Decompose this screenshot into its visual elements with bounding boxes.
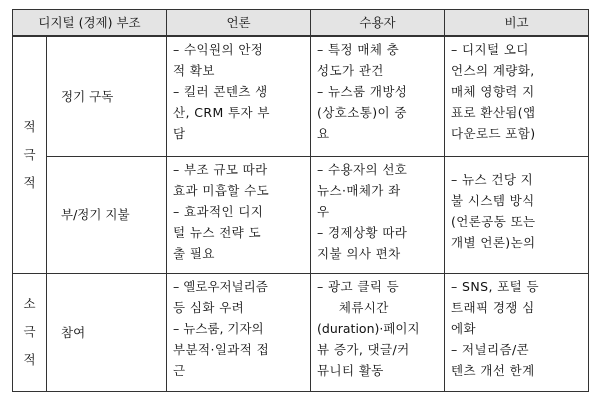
cell-line: 다운로드 포함) [451,126,536,141]
cell-line: 부분적·일과적 접 [173,341,270,357]
cell-line: 뉴스·매체가 좌 [317,182,401,198]
cell-line: 효과 미흡할 수도 [173,182,270,198]
cell-line: – 수용자의 선호 [317,161,408,177]
cell-line: 언스의 계량화, [451,63,535,78]
cell-line: – 부조 규모 따라 [173,161,268,177]
cell-line: – 저널리즘/콘 [451,341,530,357]
audience-cell [311,36,445,156]
cell-line: 불 시스템 방식 [451,192,535,208]
cell-line: – 수익원의 안정 [173,42,264,57]
cell-line: 뮤니티 활동 [317,362,384,378]
cell-line: 우 [317,203,330,219]
cell-line: 등 심화 우려 [173,299,245,315]
cell-line: 근 [173,362,186,378]
header-note: 비고 [445,10,589,37]
cell-line: 털 뉴스 전략 도 [173,224,261,240]
audience-cell [311,156,445,273]
cell-line: 텐츠 개선 한계 [451,362,535,378]
cell-line: 지불 의사 편차 [317,245,401,261]
cell-line: 표로 환산됨(앱 [451,105,536,120]
header-audience: 수용자 [311,10,445,37]
cell-line: – SNS, 포털 등 [451,278,540,294]
group-label: 소극적 [23,296,36,367]
table-row-subscription [13,36,589,156]
cell-line: 에화 [451,320,476,336]
note-cell [445,156,589,273]
table-row-participation [13,273,589,391]
cell-line: (duration)·페이지 [317,320,420,336]
cell-line: – 옐로우저널리즘 [173,278,268,294]
cell-line: (언론공동 또는 [451,213,536,229]
cell-line: 개별 언론)논의 [451,234,536,250]
header-media: 언론 [167,10,311,37]
note-cell [445,273,589,391]
cell-line: 출 필요 [173,245,215,261]
cell-line: 체류시간 [317,299,389,315]
type-cell: 참여 [47,273,167,391]
cell-line: 매체 영향력 지 [451,84,535,99]
table-row-payment [13,156,589,273]
cell-line: 요 [317,126,330,141]
note-cell [445,36,589,156]
cell-line: (상호소통)이 중 [317,105,407,120]
cell-line: – 뉴스룸 개방성 [317,84,408,99]
cell-line: – 디지털 오디 [451,42,529,57]
group-passive [13,273,47,391]
cell-line: 적 확보 [173,63,215,78]
subsidy-table [12,9,589,392]
media-cell [167,156,311,273]
cell-line: – 효과적인 디지 [173,203,264,219]
audience-cell [311,273,445,391]
cell-line: – 특정 매체 충 [317,42,400,57]
media-cell [167,273,311,391]
group-label: 적극적 [23,118,36,190]
cell-line: – 뉴스룸, 기자의 [173,320,264,336]
cell-line: – 경제상황 따라 [317,224,408,240]
type-cell: 정기 구독 [47,36,167,156]
cell-line: – 광고 클릭 등 [317,278,400,294]
header-row [13,10,589,37]
cell-line: 뷰 증가, 댓글/커 [317,341,410,357]
cell-line: 트래픽 경쟁 심 [451,299,535,315]
type-cell: 부/정기 지불 [47,156,167,273]
cell-line: – 뉴스 건당 지 [451,171,534,187]
cell-line: 성도가 관건 [317,63,384,78]
cell-line: 담 [173,126,186,141]
media-cell [167,36,311,156]
cell-line: – 킬러 콘텐츠 생 [173,84,268,99]
group-active [13,36,47,273]
cell-line: 산, CRM 투자 부 [173,105,270,120]
header-digital-subsidy: 디지털 (경제) 부조 [13,10,167,37]
